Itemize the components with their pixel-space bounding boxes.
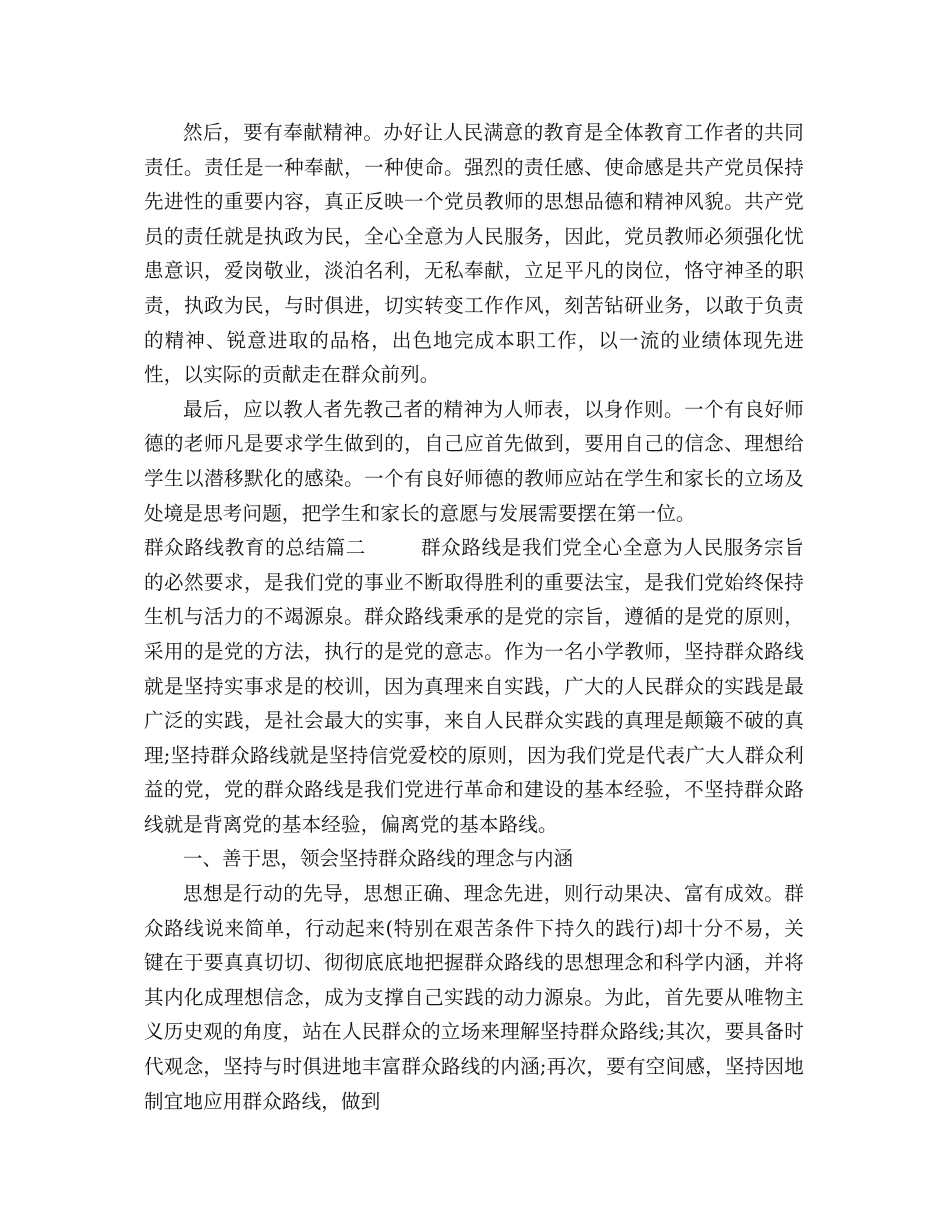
paragraph-role-model: 最后，应以教人者先教己者的精神为人师表，以身作则。一个有良好师德的老师凡是要求学生做到的，自己应首先做到，要用自己的信念、理想给学生以潜移默化的感染。一个有良好师德的教师应站在学生和家长的立场及处境是思考问题，把学生和家长的意愿与发展需要摆在第一位。 <box>144 397 804 525</box>
paragraph-dedication: 然后，要有奉献精神。办好让人民满意的教育是全体教育工作者的共同责任。责任是一种奉献，一种使命。强烈的责任感、使命感是共产党员保持先进性的重要内容，真正反映一个党员教师的思想品德和精神风貌。共产党员的责任就是执政为民，全心全意为人民服务，因此，党员教师必须强化忧患意识，爱岗敬业，淡泊名利，无私奉献，立足平凡的岗位，恪守神圣的职责，执政为民，与时俱进，切实转变工作作风，刻苦钻研业务，以敢于负责的精神、锐意进取的品格，出色地完成本职工作，以一流的业绩体现先进性，以实际的贡献走在群众前列。 <box>144 121 804 387</box>
subheading: 一、善于思，领会坚持群众路线的理念与内涵 <box>183 847 574 871</box>
title-gap <box>366 536 421 559</box>
section-two-title: 群众路线教育的总结篇二 <box>144 536 366 560</box>
section-two-lead: 群众路线是我们党全心全意为人民服务宗旨的必然要求，是我们党的事业不断取得胜利的重要法宝，是我们党始终保持生机与活力的不竭源泉。群众路线秉承的是党的宗旨，遵循的是党的原则，采用的是党的方法，执行的是党的意志。作为一名小学教师，坚持群众路线就是坚持实事求是的校训，因为真理来自实践，广大的人民群众的实践是最广泛的实践，是社会最大的实事，来自人民群众实践的真理是颠簸不破的真理;坚持群众路线就是坚持信党爱校的原则，因为我们党是代表广大人群众利益的党，党的群众路线是我们党进行革命和建设的基本经验，不坚持群众路线就是背离党的基本经验，偏离党的基本路线。 <box>144 536 804 836</box>
section-two-paragraph <box>144 531 804 842</box>
document-page <box>144 116 804 1119</box>
paragraph-thinking: 思想是行动的先导，思想正确、理念先进，则行动果决、富有成效。群众路线说来简单，行动起来(特别在艰苦条件下持久的践行)却十分不易，关键在于要真真切切、彻彻底底地把握群众路线的思想理念和科学内涵，并将其内化成理想信念，成为支撑自己实践的动力源泉。为此，首先要从唯物主义历史观的角度，站在人民群众的立场来理解坚持群众路线;其次，要具备时代观念，坚持与时俱进地丰富群众路线的内涵;再次，要有空间感，坚持因地制宜地应用群众路线，做到 <box>144 882 804 1113</box>
